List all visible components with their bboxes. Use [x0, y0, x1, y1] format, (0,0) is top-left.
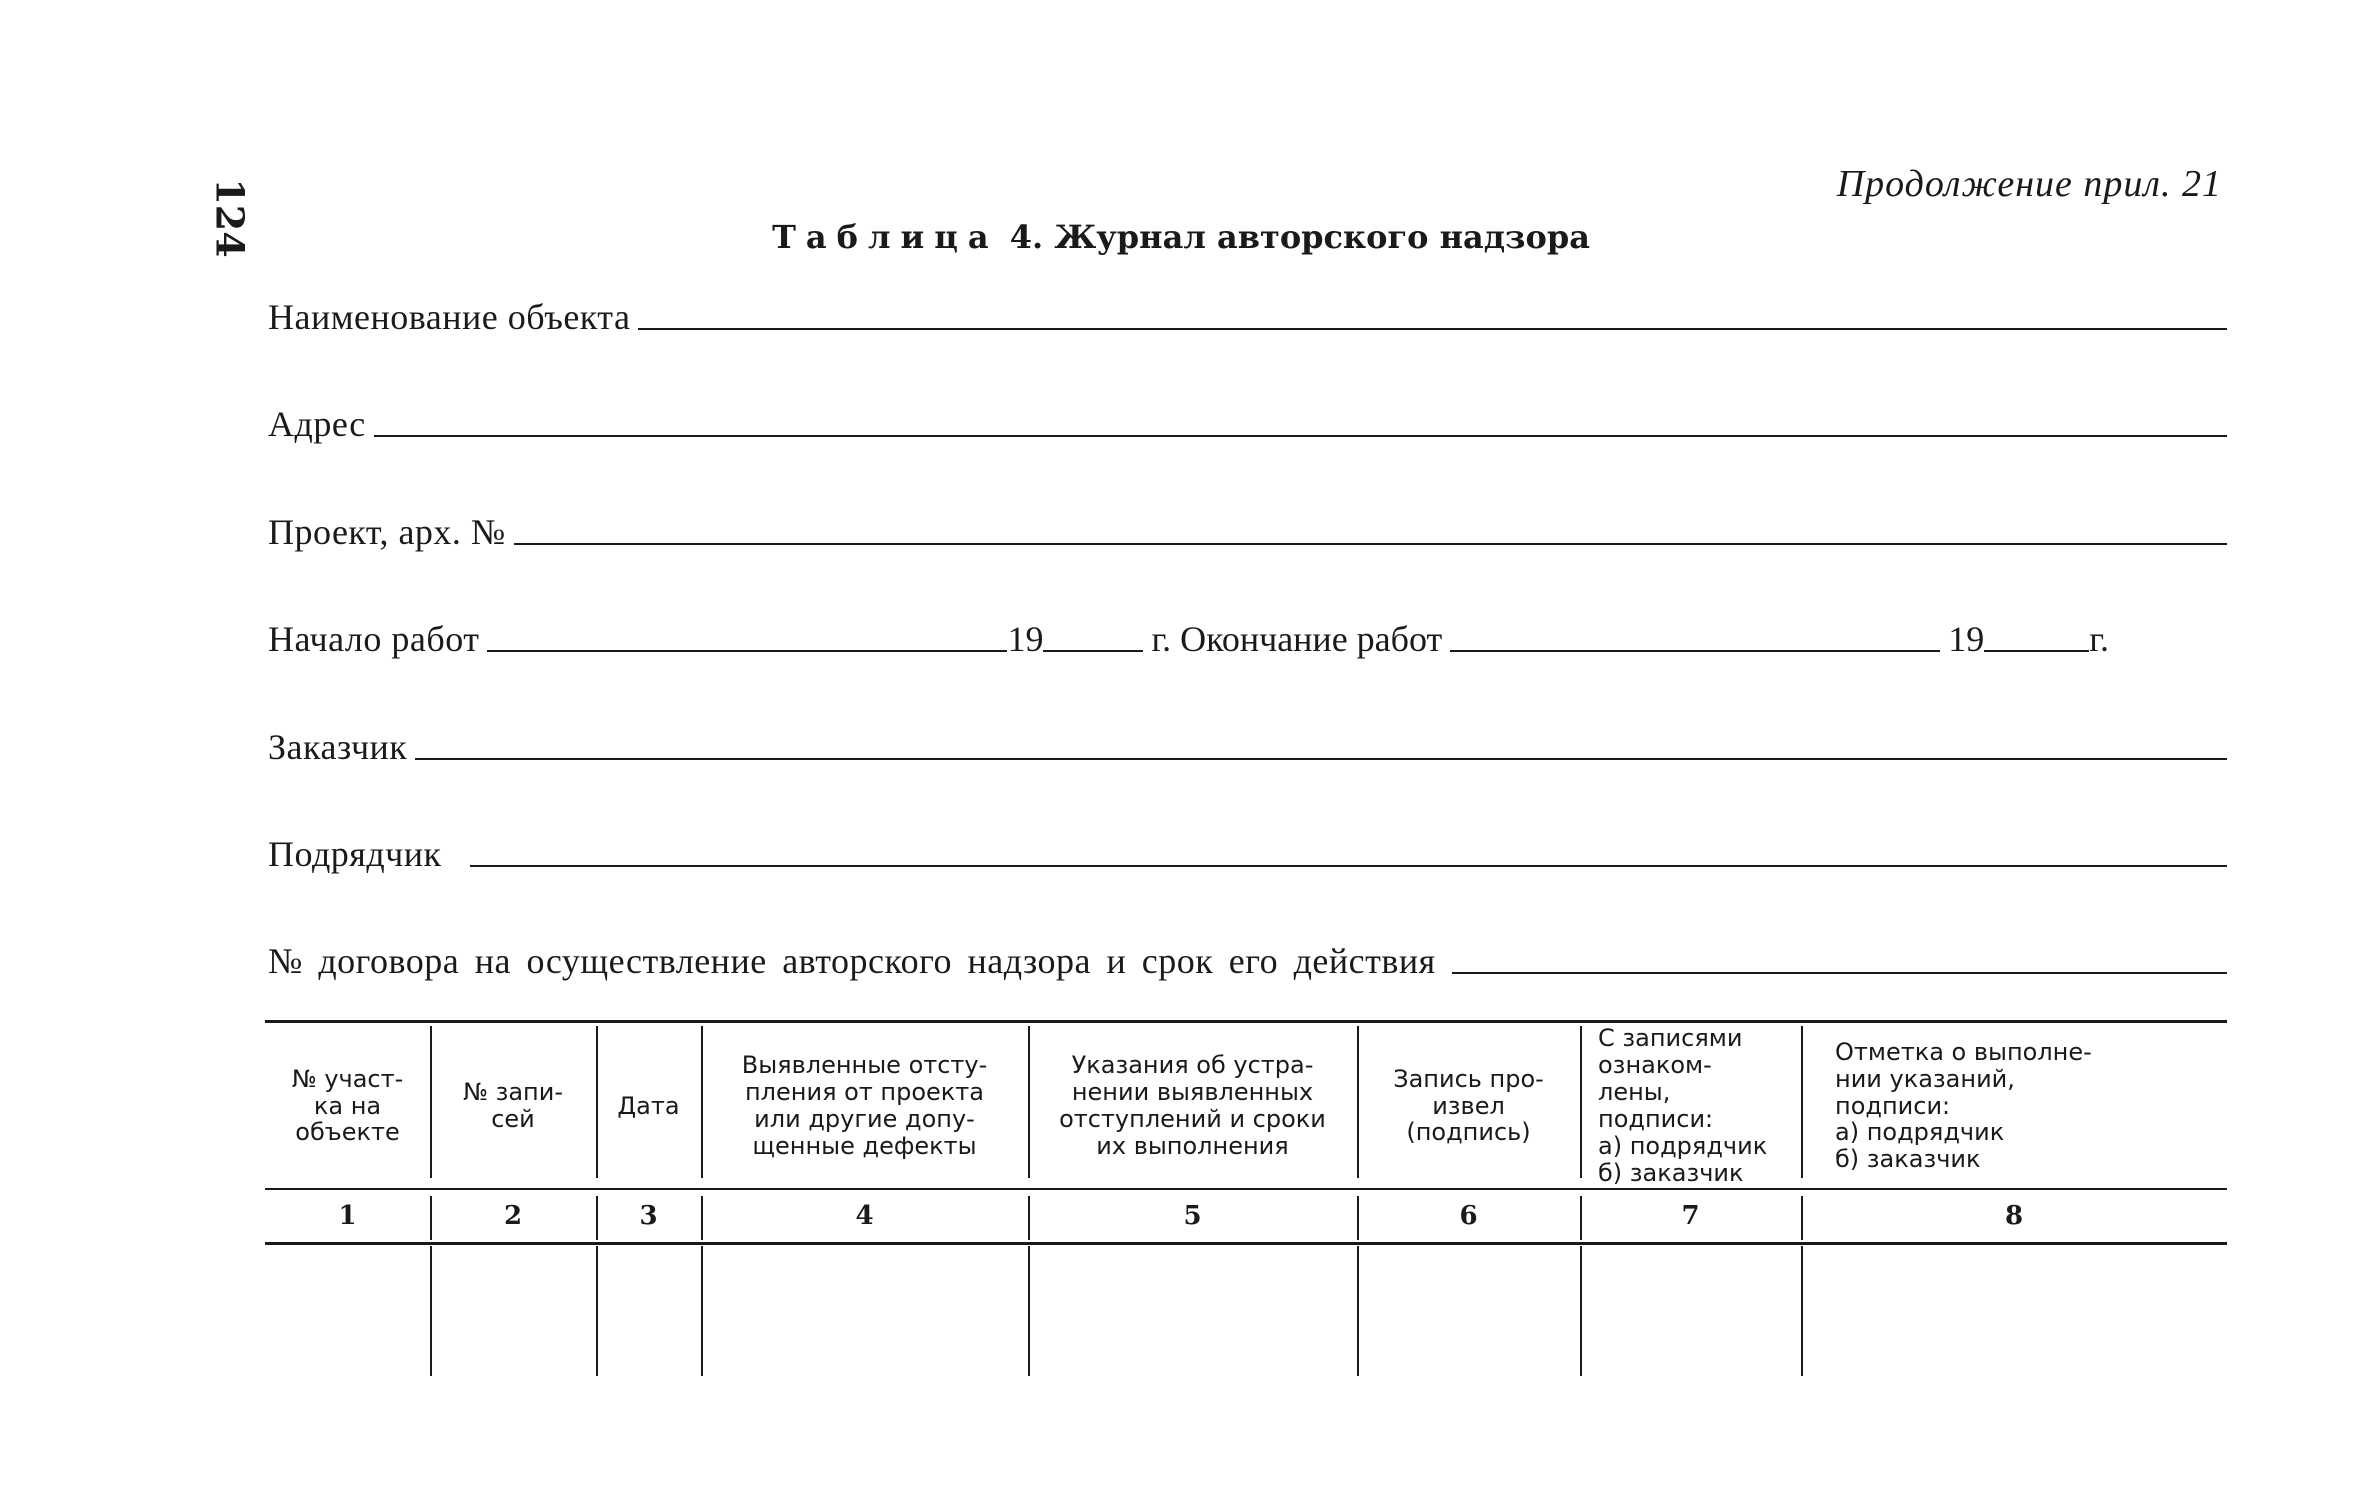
contractor-field — [268, 825, 2227, 875]
object-name-field — [268, 288, 2227, 338]
project-line[interactable] — [514, 542, 2227, 545]
body-divider-6 — [1580, 1246, 1582, 1376]
work-start-year-prefix: 19 — [1007, 619, 1044, 659]
work-dates-field — [268, 610, 2227, 660]
page-number: 124 — [207, 178, 253, 258]
work-start-label: Начало работ — [268, 619, 480, 659]
work-end-year-suffix: г. — [2089, 619, 2109, 659]
header-record-number: № запи- сей — [462, 1078, 563, 1133]
header-bottom-rule — [265, 1188, 2227, 1190]
table-title-rest: 4. Журнал авторского надзора — [1009, 218, 1590, 256]
header-deviations: Выявленные отсту- пления от проекта или другие допу- щенные дефекты — [741, 1051, 988, 1160]
header-section-number: № участ- ка на объекте — [291, 1064, 404, 1147]
contract-line[interactable] — [1452, 971, 2227, 974]
numbers-bottom-rule — [265, 1242, 2227, 1245]
header-entry-by: Запись про- извел (подпись) — [1393, 1064, 1544, 1147]
header-date: Дата — [617, 1091, 680, 1120]
object-name-label: Наименование объекта — [268, 297, 631, 337]
work-end-year-prefix: 19 — [1948, 619, 1985, 659]
customer-field — [268, 718, 2227, 768]
work-end-line[interactable] — [1450, 649, 1940, 652]
project-label: Проект, арх. № — [268, 512, 506, 552]
customer-label: Заказчик — [268, 727, 408, 767]
column-number-3: 3 — [639, 1201, 658, 1231]
table-title — [0, 218, 2362, 256]
body-divider-3 — [701, 1246, 703, 1376]
column-number-4: 4 — [855, 1201, 874, 1231]
table-title-word: Таблица — [772, 218, 999, 256]
work-start-year-line[interactable] — [1043, 649, 1143, 652]
header-acknowledged: С записями ознаком- лены, подписи: а) подрядчик б) заказчик — [1598, 1024, 1768, 1187]
customer-line[interactable] — [415, 757, 2227, 760]
project-field — [268, 503, 2227, 553]
work-end-year-line[interactable] — [1984, 649, 2089, 652]
table-top-rule — [265, 1020, 2227, 1023]
column-number-7: 7 — [1681, 1201, 1700, 1231]
work-start-line[interactable] — [487, 649, 1007, 652]
contractor-line[interactable] — [470, 864, 2227, 867]
work-end-label: г. Окончание работ — [1151, 619, 1443, 659]
object-name-line[interactable] — [638, 327, 2227, 330]
header-completion-mark: Отметка о выполне- нии указаний, подписи: а) подрядчик б) заказчик — [1835, 1037, 2092, 1174]
address-field — [268, 395, 2227, 445]
column-number-5: 5 — [1183, 1201, 1202, 1231]
contractor-label: Подрядчик — [268, 834, 442, 874]
continuation-note: Продолжение прил. 21 — [1836, 163, 2222, 205]
address-label: Адрес — [268, 404, 366, 444]
body-divider-5 — [1357, 1246, 1359, 1376]
contract-field — [268, 932, 2227, 982]
column-number-8: 8 — [2004, 1201, 2024, 1231]
header-instructions: Указания об устра- нении выявленных отступлений и сроки их выполнения — [1059, 1051, 1326, 1160]
address-line[interactable] — [374, 434, 2227, 437]
body-divider-4 — [1028, 1246, 1030, 1376]
column-number-2: 2 — [503, 1201, 523, 1231]
column-number-1: 1 — [338, 1201, 357, 1231]
column-number-6: 6 — [1459, 1201, 1478, 1231]
body-divider-2 — [596, 1246, 598, 1376]
contract-label: № договора на осуществление авторского надзора и срок его действия — [268, 941, 1436, 981]
body-divider-7 — [1801, 1246, 1803, 1376]
body-divider-1 — [430, 1246, 432, 1376]
